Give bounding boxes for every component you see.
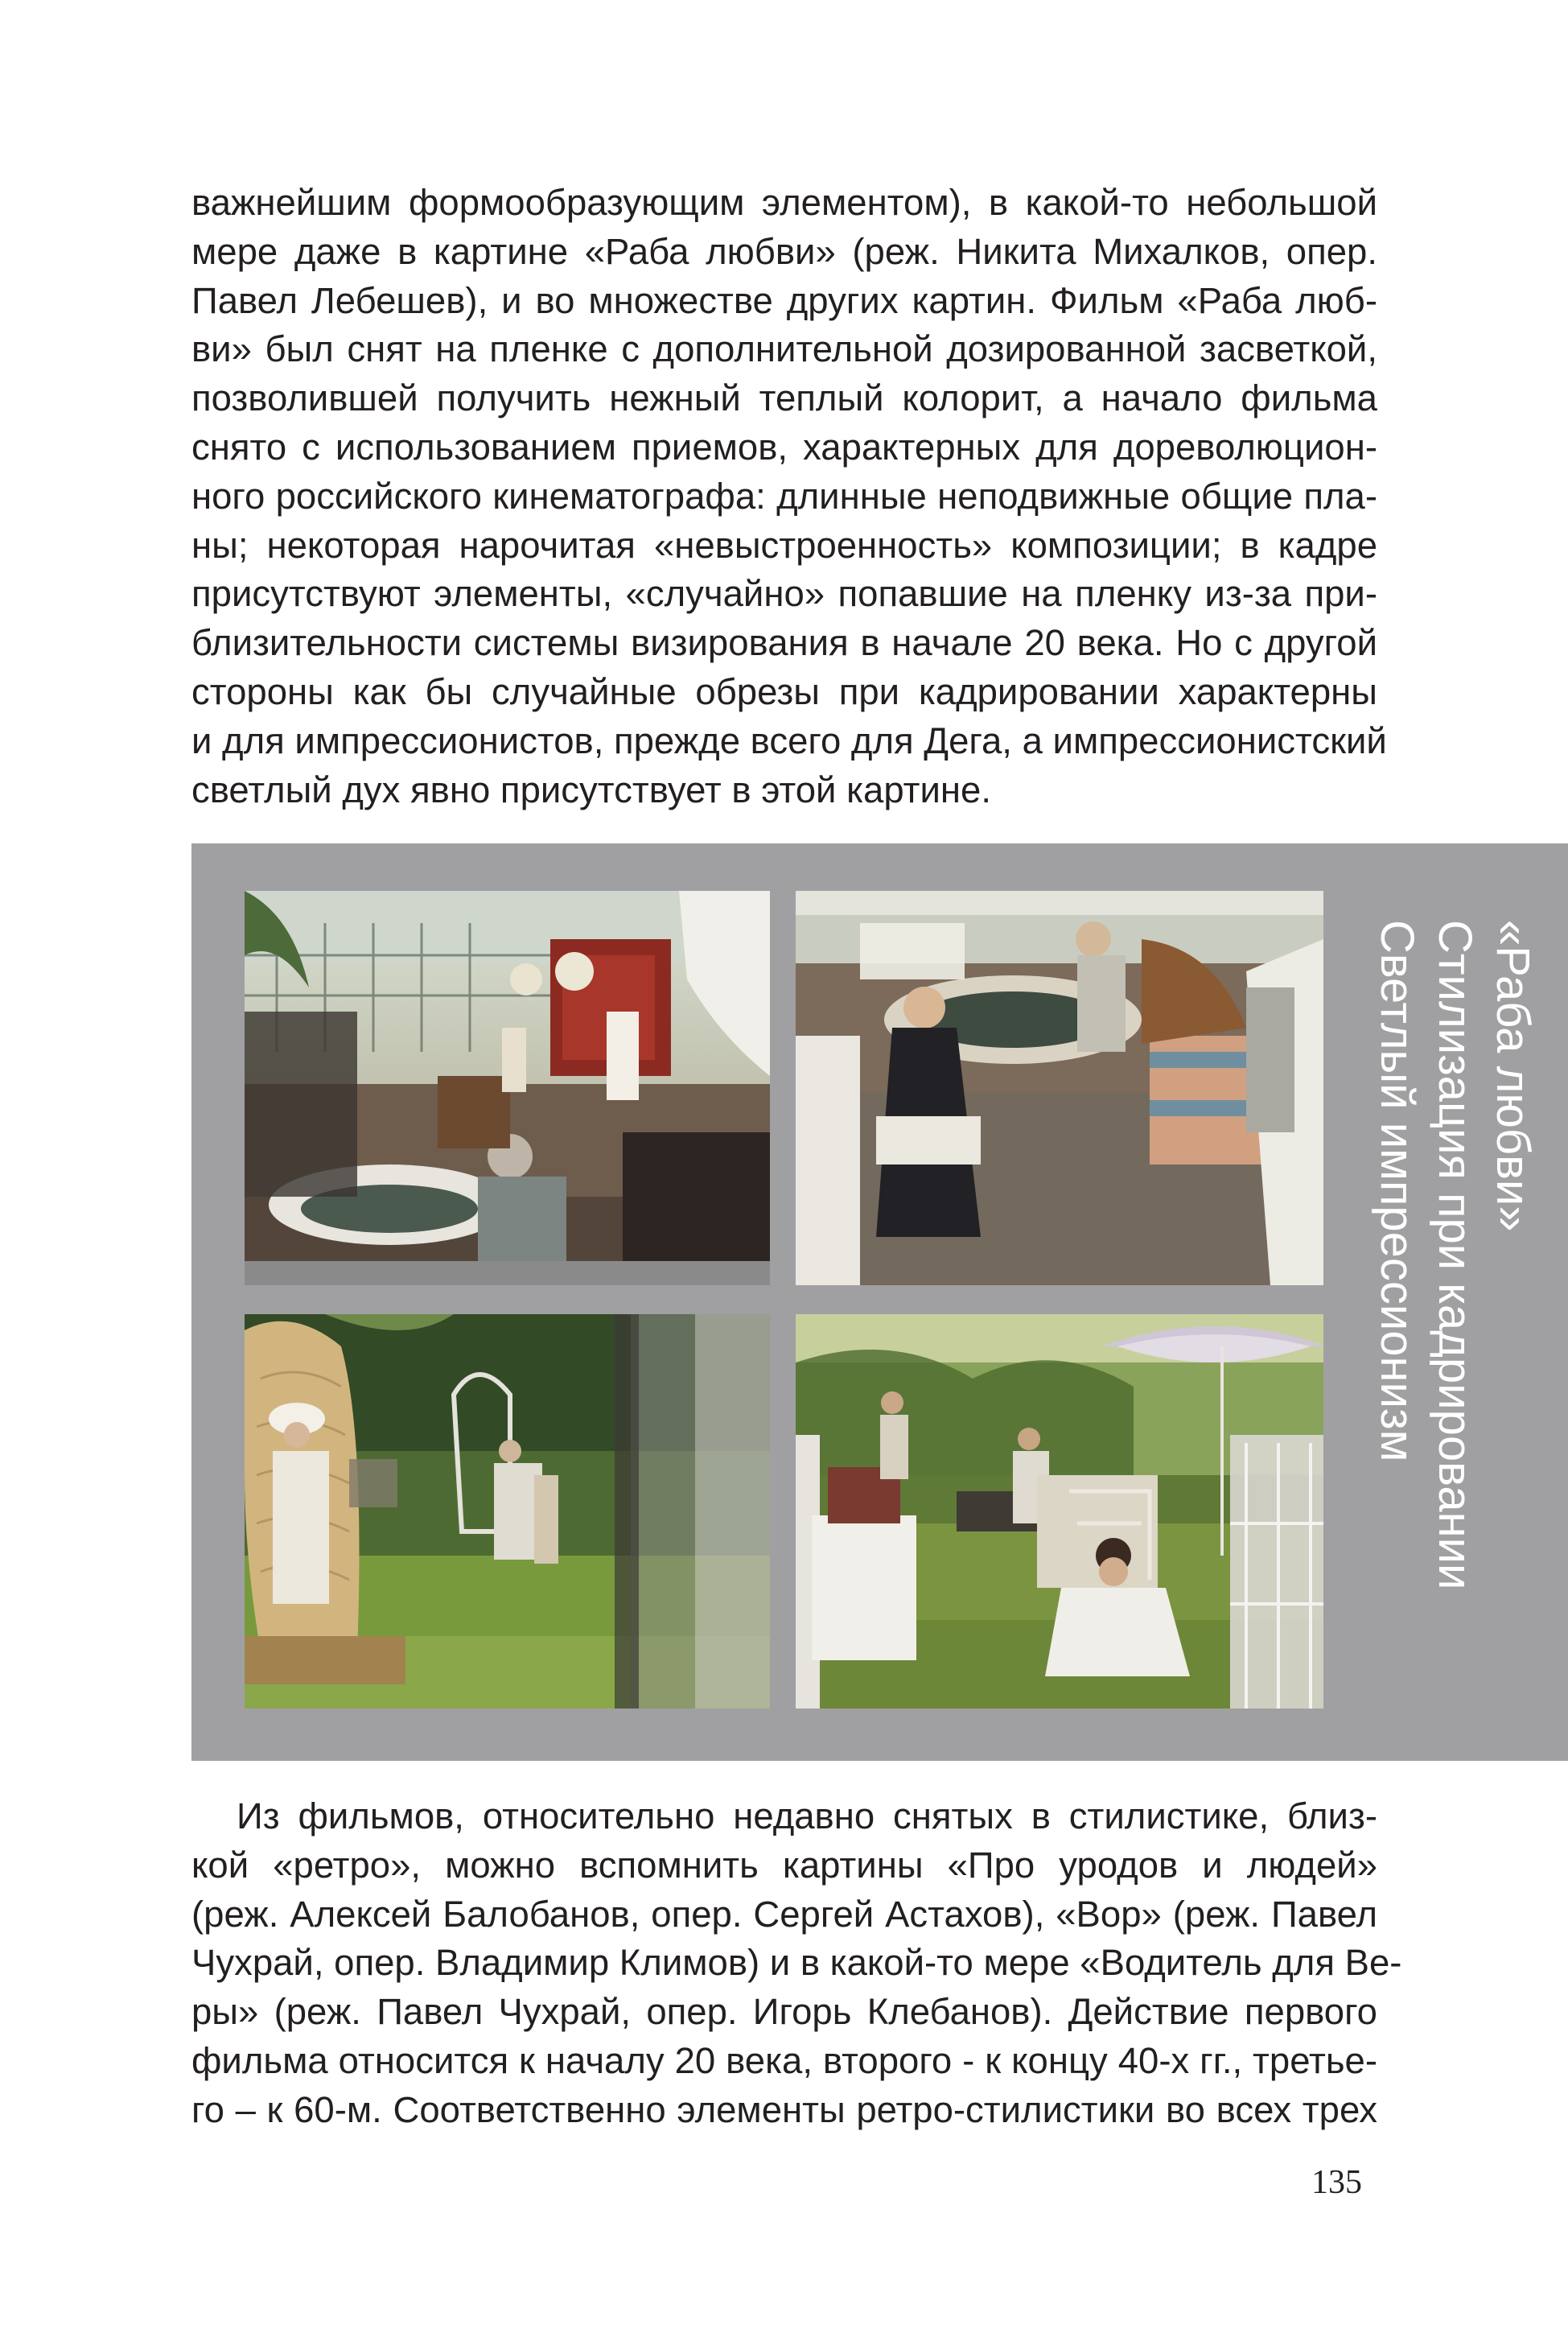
- text-line: присутствуют элементы, «случайно» попавшие на пленку из-за при-: [191, 573, 1377, 615]
- text-line: и для импрессионистов, прежде всего для Дега, а импрессионистский: [191, 719, 1387, 761]
- text-line: фильма относится к началу 20 века, второго - к концу 40-х гг., третье-: [191, 2039, 1377, 2081]
- film-still-wicker-chair-garden: [245, 1314, 770, 1709]
- text-line: ного российского кинематографа: длинные неподвижные общие пла-: [191, 475, 1377, 517]
- text-line: Из фильмов, относительно недавно снятых в стилистике, близ-: [237, 1795, 1377, 1836]
- text-line: близительности системы визирования в начале 20 века. Но с другой: [191, 622, 1377, 664]
- text-line: ви» был снят на пленке с дополнительной дозированной засветкой,: [191, 328, 1377, 370]
- text-line: стороны как бы случайные обрезы при кадрировании характерны: [191, 670, 1377, 712]
- text-line: ны; некоторая нарочитая «невыстроенность» композиции; в кадре: [191, 524, 1377, 566]
- caption-line: Стилизация при кадрировании: [1429, 920, 1481, 1590]
- text-line: Чухрай, опер. Владимир Климов) и в какой-то мере «Водитель для Ве-: [191, 1942, 1402, 1984]
- caption-line: «Раба любви»: [1487, 920, 1539, 1232]
- text-line: позволившей получить нежный теплый колорит, а начало фильма: [191, 377, 1377, 419]
- caption-line: Светлый импрессионизм: [1371, 920, 1423, 1462]
- text-line: ры» (реж. Павел Чухрай, опер. Игорь Клебанов). Действие первого: [191, 1991, 1377, 2033]
- text-line: кой «ретро», можно вспомнить картины «Про уродов и людей»: [191, 1844, 1377, 1886]
- text-line: го – к 60-м. Соответственно элементы ретро-стилистики во всех трех: [191, 2088, 1377, 2130]
- text-line: мере даже в картине «Раба любви» (реж. Никита Михалков, опер.: [191, 230, 1377, 272]
- text-line: снято с использованием приемов, характерных для дореволюцион-: [191, 426, 1377, 468]
- page-number: 135: [1311, 2164, 1362, 2201]
- text-line: важнейшим формообразующим элементом), в какой-то небольшой: [191, 182, 1377, 223]
- film-still-fountain-seated-woman: [796, 891, 1323, 1285]
- text-line: (реж. Алексей Балобанов, опер. Сергей Астахов), «Вор» (реж. Павел: [191, 1893, 1377, 1935]
- film-still-greenhouse: [245, 891, 770, 1285]
- film-still-picnic-parasol: [796, 1314, 1323, 1709]
- text-line: Павел Лебешев), и во множестве других картин. Фильм «Раба люб-: [191, 279, 1377, 321]
- bottom-paragraph: [191, 1792, 1402, 2135]
- figure-caption: [1350, 920, 1559, 1692]
- text-line: светлый дух явно присутствует в этой картине.: [191, 769, 991, 810]
- top-paragraph: [191, 179, 1387, 814]
- figure-panel: [191, 843, 1568, 1761]
